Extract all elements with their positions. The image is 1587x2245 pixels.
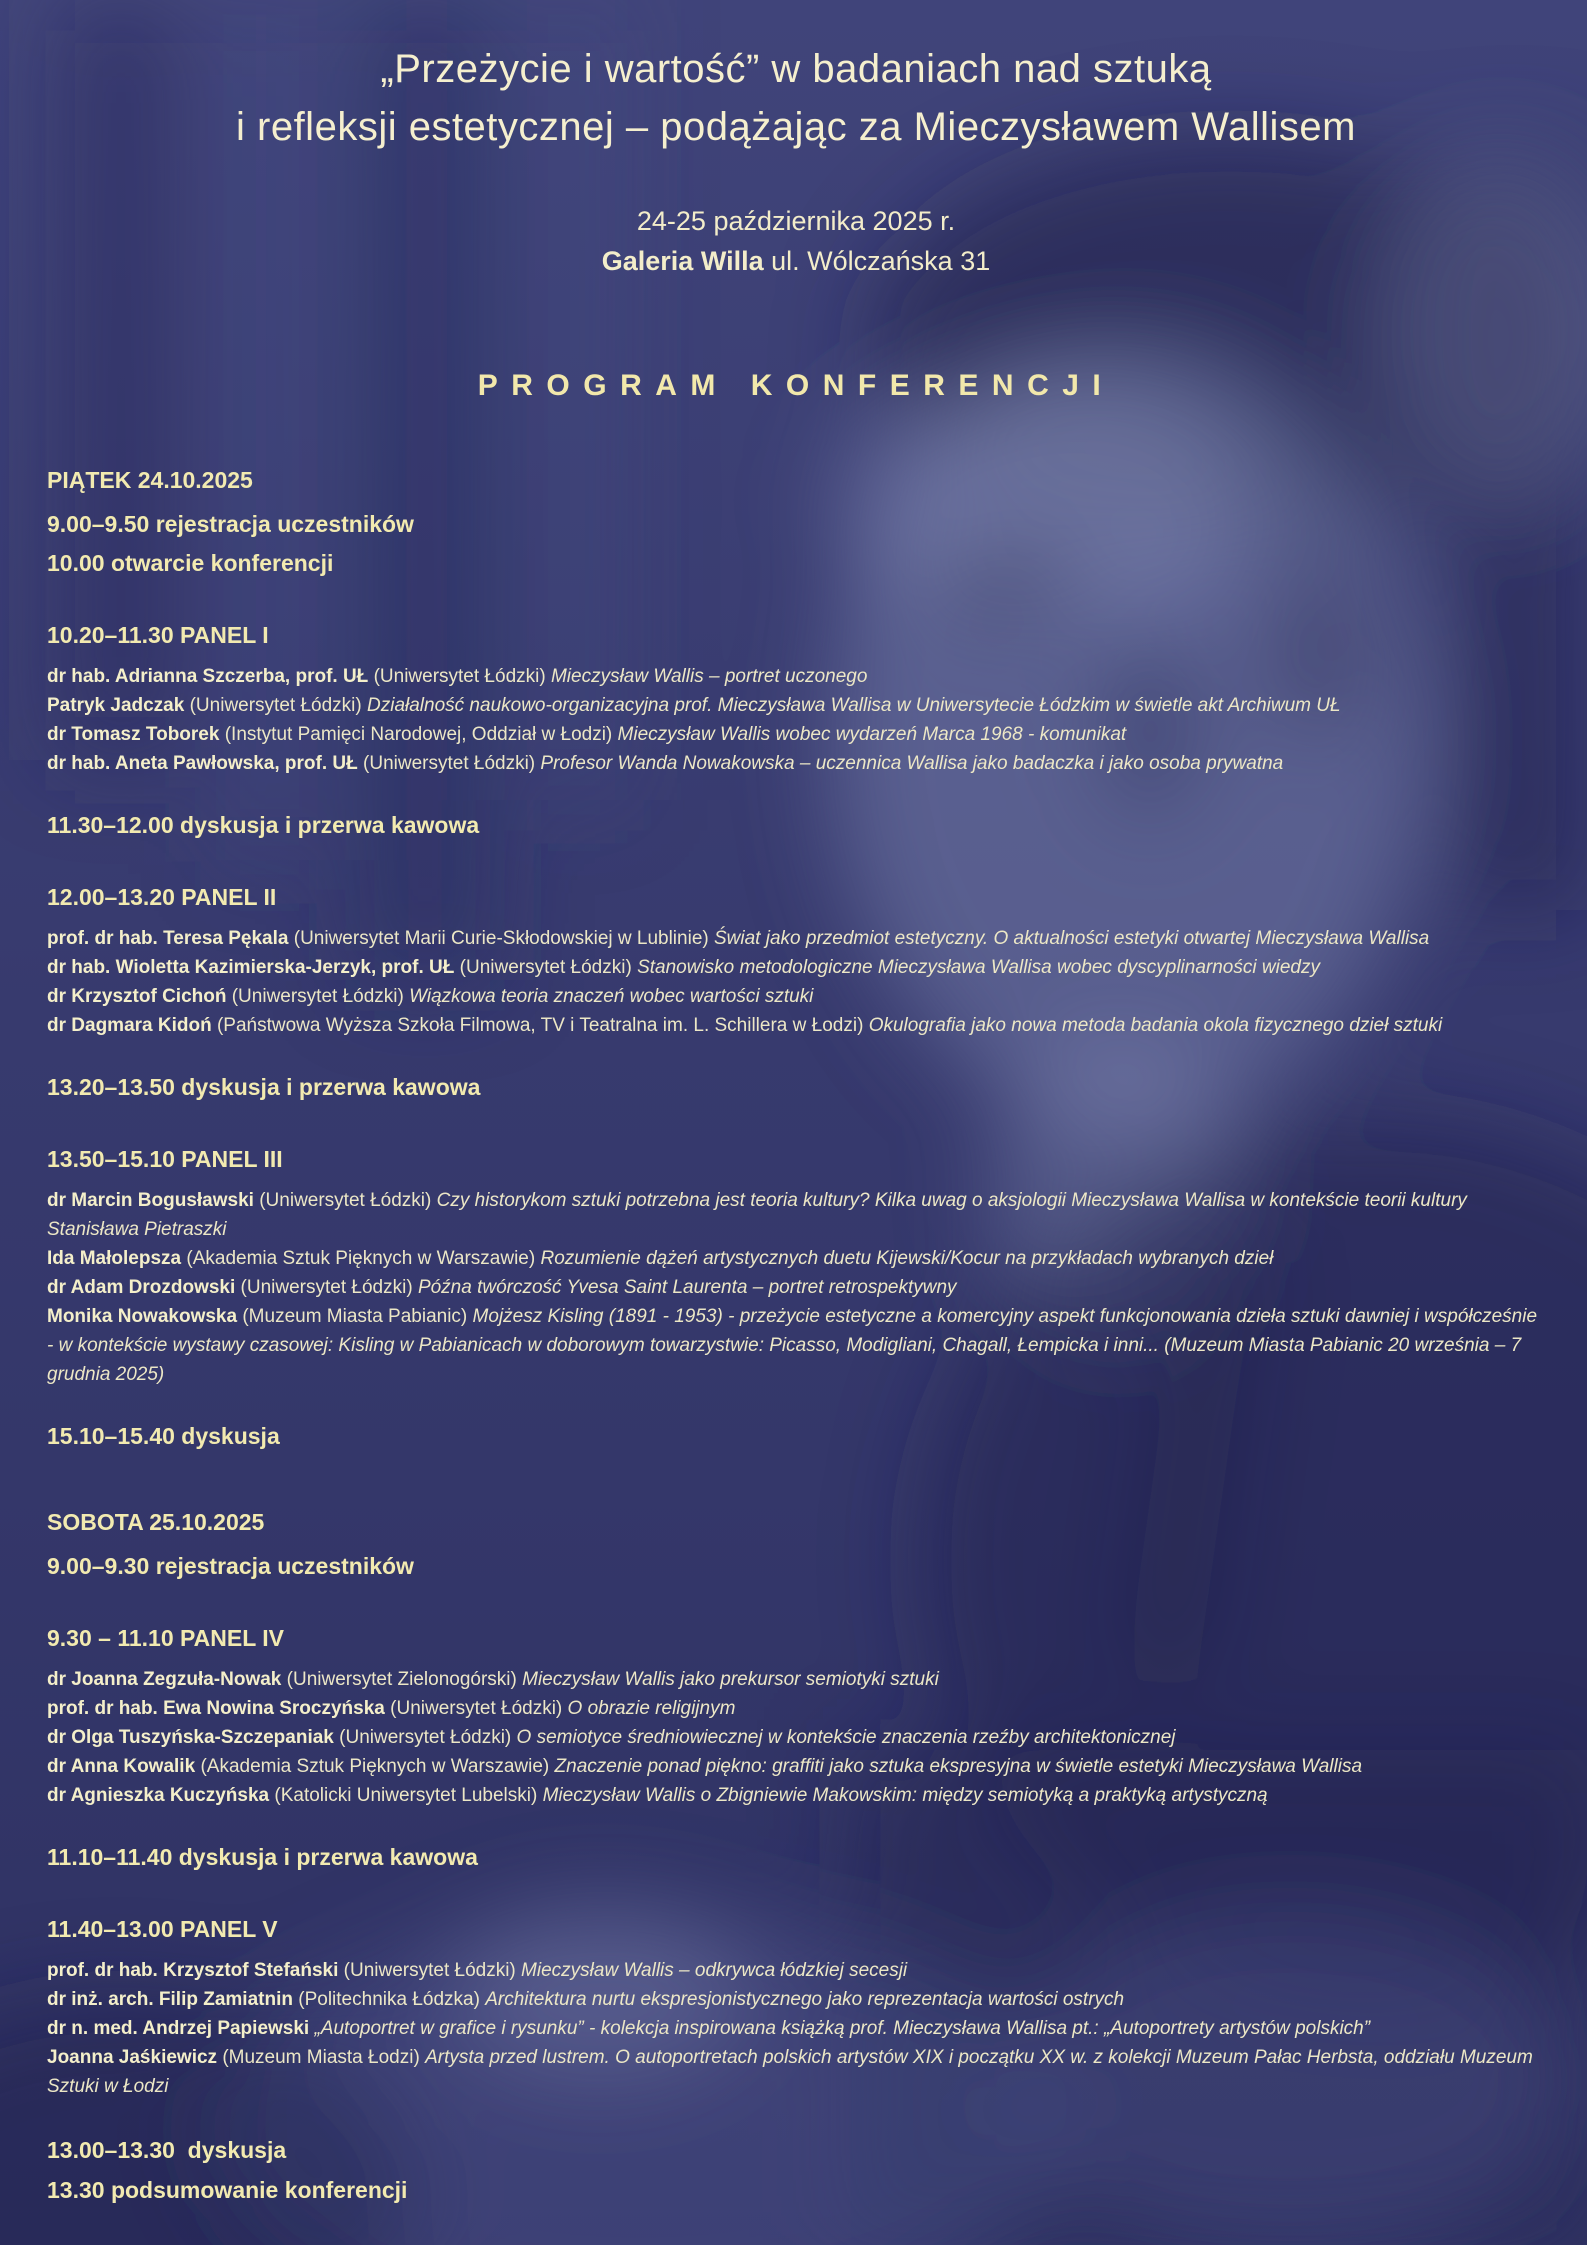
speaker-name: dr Joanna Zegzuła-Nowak [47, 1669, 282, 1690]
speaker-name: Patryk Jadczak [47, 695, 185, 716]
saturday-heading: SOBOTA 25.10.2025 [47, 1509, 265, 1535]
day-friday [47, 465, 1545, 1451]
talk-title: Wiązkowa teoria znaczeń wobec wartości sztuki [409, 986, 814, 1007]
talk-entry [47, 1694, 1545, 1723]
speaker-name: dr Agnieszka Kuczyńska [47, 1785, 270, 1806]
talk-entry [47, 953, 1545, 982]
speaker-name: dr Tomasz Toborek [47, 724, 220, 745]
saturday-break-1: 11.10–11.40 dyskusja i przerwa kawowa [47, 1844, 478, 1870]
panel-3-talks [47, 1186, 1545, 1389]
friday-break-3: 15.10–15.40 dyskusja [47, 1423, 280, 1449]
talk-entry [47, 2043, 1545, 2101]
speaker-affiliation: (Państwowa Wyższa Szkoła Filmowa, TV i Teatralna im. L. Schillera w Łodzi) [216, 1015, 864, 1036]
speaker-name: dr hab. Aneta Pawłowska, prof. UŁ [47, 753, 358, 774]
talk-entry [47, 662, 1545, 691]
speaker-name: prof. dr hab. Krzysztof Stefański [47, 1960, 339, 1981]
speaker-affiliation: (Uniwersytet Łódzki) [240, 1277, 413, 1298]
talk-title: O semiotyce średniowiecznej w kontekście znaczenia rzeźby architektonicznej [516, 1727, 1176, 1748]
speaker-affiliation: (Uniwersytet Łódzki) [259, 1190, 432, 1211]
saturday-registration: 9.00–9.30 rejestracja uczestników [47, 1553, 414, 1579]
speaker-affiliation: (Uniwersytet Łódzki) [363, 753, 536, 774]
speaker-affiliation: (Instytut Pamięci Narodowej, Oddział w Łodzi) [224, 724, 613, 745]
talk-entry [47, 982, 1545, 1011]
talk-entry [47, 720, 1545, 749]
speaker-name: dr hab. Wioletta Kazimierska-Jerzyk, prof. UŁ [47, 957, 455, 978]
speaker-affiliation: (Katolicki Uniwersytet Lubelski) [274, 1785, 538, 1806]
talk-title: Mieczysław Wallis wobec wydarzeń Marca 1968 - komunikat [617, 724, 1127, 745]
speaker-affiliation: (Uniwersytet Zielonogórski) [286, 1669, 517, 1690]
talk-entry [47, 1752, 1545, 1781]
talk-title: „Autoportret w grafice i rysunku” - kolekcja inspirowana książką prof. Mieczysława Wallisa pt.: „Autoportrety artystów polskich” [314, 2018, 1371, 2039]
speaker-name: dr Olga Tuszyńska-Szczepaniak [47, 1727, 334, 1748]
talk-title: Czy historykom sztuki potrzebna jest teoria kultury? Kilka uwag o aksjologii Mieczysława Wallisa w kontekście teorii kultury Stanisława Pietraszki [47, 1190, 1467, 1240]
talk-title: Profesor Wanda Nowakowska – uczennica Wallisa jako badaczka i jako osoba prywatna [540, 753, 1284, 774]
saturday-discussion: 13.00–13.30 dyskusja [47, 2137, 287, 2163]
speaker-name: Joanna Jaśkiewicz [47, 2047, 218, 2068]
friday-registration: 9.00–9.50 rejestracja uczestników [47, 511, 414, 537]
talk-entry [47, 1665, 1545, 1694]
speaker-name: dr Dagmara Kidoń [47, 1015, 212, 1036]
talk-title: Mieczysław Wallis o Zbigniewie Makowskim: między semiotyką a praktyką artystyczną [542, 1785, 1268, 1806]
talk-entry [47, 1244, 1545, 1273]
speaker-name: dr Adam Drozdowski [47, 1277, 236, 1298]
talk-entry [47, 1781, 1545, 1810]
talk-entry [47, 1956, 1545, 1985]
speaker-name: prof. dr hab. Ewa Nowina Sroczyńska [47, 1698, 385, 1719]
conference-venue [47, 246, 1545, 277]
speaker-name: dr Marcin Bogusławski [47, 1190, 254, 1211]
speaker-name: dr n. med. Andrzej Papiewski [47, 2018, 310, 2039]
speaker-affiliation: (Uniwersytet Łódzki) [373, 666, 546, 687]
talk-entry [47, 1186, 1545, 1244]
talk-entry [47, 1273, 1545, 1302]
conference-date: 24-25 października 2025 r. [636, 206, 956, 236]
speaker-affiliation: (Uniwersytet Łódzki) [339, 1727, 512, 1748]
venue-name: Galeria Willa [601, 246, 764, 276]
friday-opening: 10.00 otwarcie konferencji [47, 550, 334, 576]
venue-address: ul. Wólczańska 31 [771, 246, 991, 276]
speaker-affiliation: (Uniwersytet Łódzki) [459, 957, 632, 978]
panel-5-heading: 11.40–13.00 PANEL V [47, 1916, 278, 1942]
talk-title: Działalność naukowo-organizacyjna prof. Mieczysława Wallisa w Uniwersytecie Łódzkim w świetle akt Archiwum UŁ [367, 695, 1341, 716]
title-line-2: i refleksji estetycznej – podążając za Mieczysławem Wallisem [236, 105, 1356, 149]
talk-title: Mieczysław Wallis – portret uczonego [550, 666, 868, 687]
speaker-affiliation: (Uniwersytet Łódzki) [189, 695, 362, 716]
talk-entry [47, 1723, 1545, 1752]
talk-entry [47, 1011, 1545, 1040]
talk-title: Stanowisko metodologiczne Mieczysława Wallisa wobec dyscyplinarności wiedzy [637, 957, 1320, 978]
talk-title: Mieczysław Wallis – odkrywca łódzkiej secesji [521, 1960, 908, 1981]
talk-entry [47, 1302, 1545, 1389]
speaker-affiliation: (Akademia Sztuk Pięknych w Warszawie) [186, 1248, 536, 1269]
speaker-name: prof. dr hab. Teresa Pękala [47, 928, 289, 949]
talk-entry [47, 749, 1545, 778]
friday-break-1: 11.30–12.00 dyskusja i przerwa kawowa [47, 812, 480, 838]
speaker-name: dr hab. Adrianna Szczerba, prof. UŁ [47, 666, 369, 687]
friday-heading: PIĄTEK 24.10.2025 [47, 467, 253, 493]
speaker-name: Ida Małolepsza [47, 1248, 182, 1269]
talk-entry [47, 691, 1545, 720]
panel-1-heading: 10.20–11.30 PANEL I [47, 622, 269, 648]
saturday-summary: 13.30 podsumowanie konferencji [47, 2177, 408, 2203]
speaker-affiliation: (Uniwersytet Marii Curie-Skłodowskiej w Lublinie) [293, 928, 709, 949]
talk-entry [47, 924, 1545, 953]
speaker-name: dr Krzysztof Cichoń [47, 986, 227, 1007]
speaker-affiliation: (Muzeum Miasta Łodzi) [222, 2047, 420, 2068]
talk-title: Architektura nurtu ekspresjonistycznego jako reprezentacja wartości ostrych [485, 1989, 1125, 2010]
panel-4-heading: 9.30 – 11.10 PANEL IV [47, 1625, 284, 1651]
talk-title: Mieczysław Wallis jako prekursor semiotyki sztuki [522, 1669, 939, 1690]
speaker-affiliation: (Uniwersytet Łódzki) [343, 1960, 516, 1981]
speaker-affiliation: (Muzeum Miasta Pabianic) [242, 1306, 468, 1327]
talk-title: Świat jako przedmiot estetyczny. O aktualności estetyki otwartej Mieczysława Wallisa [714, 928, 1430, 949]
title-line-1: „Przeżycie i wartość” w badaniach nad sztuką [380, 47, 1212, 91]
talk-title: O obrazie religijnym [567, 1698, 736, 1719]
panel-1-talks [47, 662, 1545, 778]
panel-2-talks [47, 924, 1545, 1040]
panel-3-heading: 13.50–15.10 PANEL III [47, 1146, 283, 1172]
day-saturday [47, 1507, 1545, 2205]
talk-title: Późna twórczość Yvesa Saint Laurenta – portret retrospektywny [417, 1277, 957, 1298]
speaker-name: dr inż. arch. Filip Zamiatnin [47, 1989, 293, 2010]
panel-5-talks [47, 1956, 1545, 2101]
talk-title: Artysta przed lustrem. O autoportretach polskich artystów XIX i początku XX w. z kolekcji Muzeum Pałac Herbsta, oddziału Muzeum Sztuki w Łodzi [47, 2047, 1533, 2097]
talk-title: Mojżesz Kisling (1891 - 1953) - przeżycie estetyczne a komercyjny aspekt funkcjonowania dzieła sztuki dawniej i współcześnie - w kontekście wystawy czasowej: Kisling w Pabianicach w doborowym towarzystwie: Picasso, Modigliani, Chagall, Łempicka i inni... (Muzeum Miasta Pabianic 20 września – 7 grudnia 2025) [47, 1306, 1538, 1385]
panel-2-heading: 12.00–13.20 PANEL II [47, 884, 277, 910]
speaker-affiliation: (Politechnika Łódzka) [298, 1989, 480, 2010]
speaker-affiliation: (Uniwersytet Łódzki) [231, 986, 404, 1007]
friday-break-2: 13.20–13.50 dyskusja i przerwa kawowa [47, 1074, 481, 1100]
speaker-name: Monika Nowakowska [47, 1306, 238, 1327]
speaker-affiliation: (Uniwersytet Łódzki) [390, 1698, 563, 1719]
talk-title: Znaczenie ponad piękno: graffiti jako sztuka ekspresyjna w świetle estetyki Mieczysława Wallisa [554, 1756, 1363, 1777]
conference-title [47, 40, 1545, 156]
program-heading: PROGRAM KONFERENCJI [477, 369, 1115, 402]
panel-4-talks [47, 1665, 1545, 1810]
talk-title: Okulografia jako nowa metoda badania okola fizycznego dzieł sztuki [868, 1015, 1443, 1036]
talk-entry [47, 1985, 1545, 2014]
speaker-affiliation: (Akademia Sztuk Pięknych w Warszawie) [200, 1756, 550, 1777]
talk-title: Rozumienie dążeń artystycznych duetu Kijewski/Kocur na przykładach wybranych dzieł [540, 1248, 1274, 1269]
speaker-name: dr Anna Kowalik [47, 1756, 196, 1777]
talk-entry [47, 2014, 1545, 2043]
